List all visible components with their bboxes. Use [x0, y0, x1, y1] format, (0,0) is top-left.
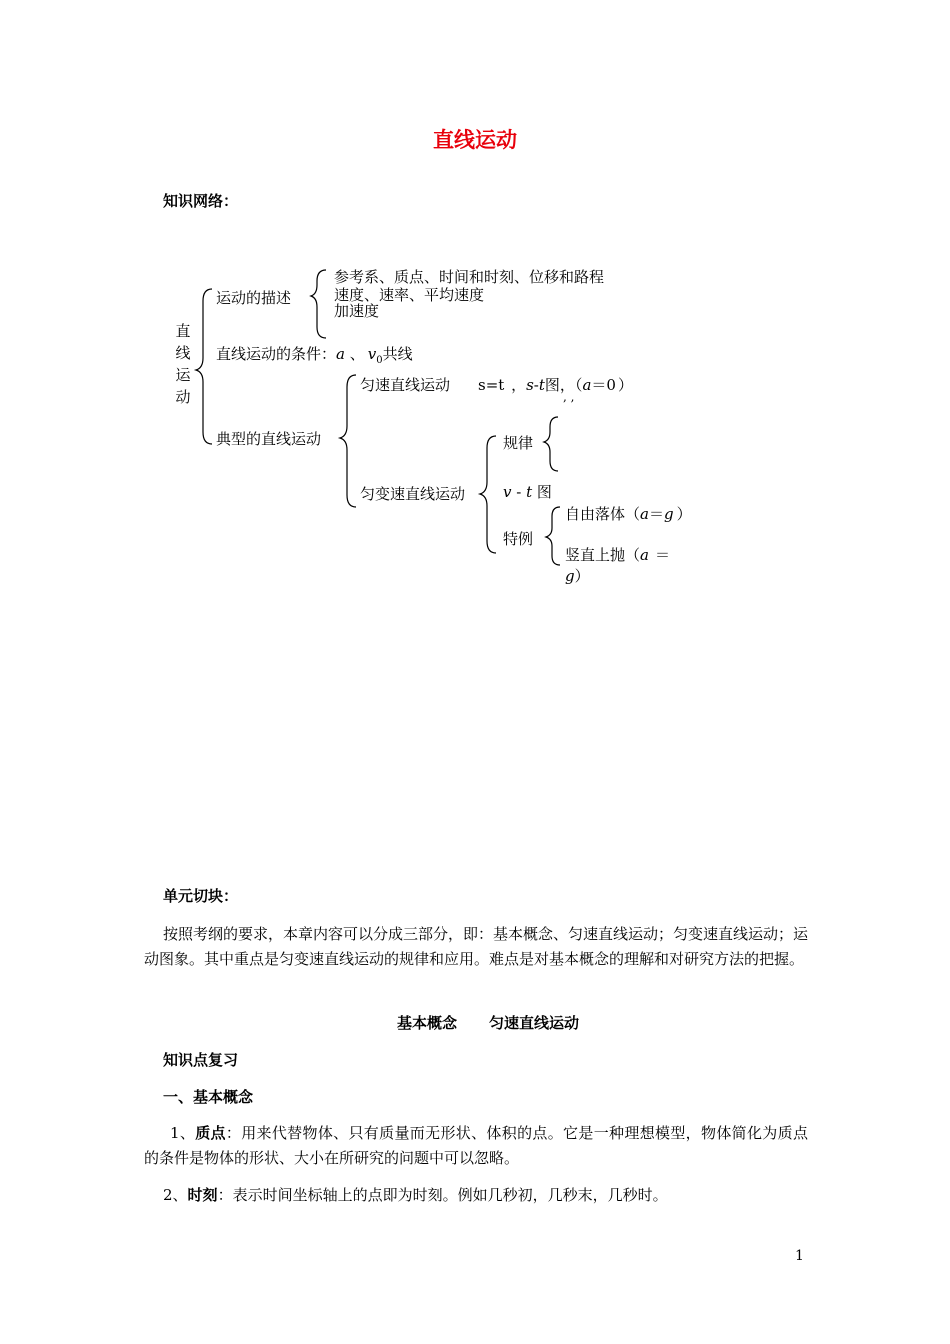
item-colon: ：: [225, 1124, 242, 1142]
upward-close: ）: [574, 567, 590, 585]
item-instant: [144, 1183, 808, 1208]
item-number: 1、: [170, 1124, 196, 1142]
unit-paragraph: 按照考纲的要求，本章内容可以分成三部分，即：基本概念、匀速直线运动；匀变速直线运动；运动图象。其中重点是匀变速直线运动的规律和应用。难点是对基本概念的理解和对研究方法的把握。: [144, 925, 809, 968]
review-heading: 知识点复习: [163, 1051, 239, 1069]
st-graph: 图，: [544, 376, 575, 394]
uniform-motion-label: 匀速直线运动: [360, 376, 451, 394]
special-brace: [546, 507, 560, 565]
free-fall-a: a: [640, 505, 649, 523]
special-cases-label: 特例: [503, 530, 534, 548]
cond-open: （: [574, 376, 583, 394]
st-s: s: [526, 376, 534, 394]
variable-brace: [480, 436, 496, 553]
condition-sep: 、: [344, 345, 365, 363]
free-fall-prefix: 自由落体（: [565, 505, 641, 523]
description-brace: [311, 270, 326, 338]
item-number: 2、: [163, 1186, 188, 1204]
unit-heading: 单元切块：: [163, 887, 239, 905]
law-brace: [544, 417, 558, 471]
page-title: 直线运动: [433, 128, 517, 152]
section-title-concepts: 基本概念: [397, 1014, 458, 1032]
upward-eq: ＝: [654, 546, 670, 564]
st-dash: -: [533, 376, 539, 394]
comma: ，: [511, 376, 527, 394]
root-char: 直: [175, 322, 191, 340]
condition-v-subscript: 0: [376, 355, 383, 366]
typical-motion-label: 典型的直线运动: [216, 430, 322, 448]
root-char: 线: [175, 344, 191, 362]
page-number: 1: [795, 1248, 804, 1264]
condition-suffix: 共线: [382, 345, 413, 363]
root-char: 运: [175, 366, 191, 384]
upward-prefix: 竖直上抛（: [565, 546, 641, 564]
root-brace: [196, 289, 212, 444]
root-label: [174, 320, 192, 408]
variable-motion-label: 匀变速直线运动: [360, 485, 466, 503]
description-item: 速度、速率、平均速度: [334, 286, 485, 304]
cond-eq: ＝0: [591, 376, 616, 394]
vt-t: t: [526, 483, 533, 501]
vt-dash: -: [511, 483, 527, 501]
vt-v: v: [503, 483, 512, 501]
condition-prefix: 直线运动的条件：: [216, 345, 337, 363]
section-title-uniform: 匀速直线运动: [489, 1014, 580, 1032]
knowledge-network-heading: 知识网络：: [163, 192, 239, 210]
s-equals-t: s=t: [478, 376, 505, 394]
motion-condition: [216, 343, 413, 366]
upward-a: a: [640, 546, 649, 564]
item-text: 表示时间坐标轴上的点即为时刻。例如几秒初，几秒末，几秒时。: [232, 1186, 668, 1204]
vt-graph: 图: [532, 483, 552, 501]
law-label: 规律: [503, 434, 534, 452]
description-item: 参考系、质点、时间和时刻、位移和路程: [334, 268, 605, 286]
upward-throw-label: [565, 544, 670, 565]
st-t: t: [538, 376, 545, 394]
free-fall-close: ）: [676, 505, 692, 523]
item-term: 时刻: [187, 1186, 218, 1204]
free-fall-label: [565, 503, 692, 524]
upward-throw-cont: [565, 565, 590, 586]
item-colon: ：: [217, 1186, 233, 1204]
description-item: 加速度: [334, 302, 380, 320]
item-term: 质点: [195, 1124, 226, 1142]
cond-a: a: [582, 376, 592, 394]
root-char: 动: [175, 388, 191, 406]
condition-v: v: [367, 345, 377, 363]
cond-close: ）: [617, 376, 633, 394]
typical-brace: [340, 375, 356, 507]
item-text: 用来代替物体、只有质量而无形状、体积的点。它是一种理想模型，物体简化为质点的条件是物体的形状、大小在所研究的问题中可以忽略。: [144, 1124, 808, 1167]
uniform-motion-formula: [478, 374, 633, 395]
free-fall-g: g: [663, 505, 674, 523]
motion-description-label: 运动的描述: [216, 289, 292, 307]
free-fall-eq: ＝: [648, 505, 664, 523]
upward-g: g: [565, 567, 575, 585]
small-commas: , ,: [563, 390, 575, 404]
concept-heading: 一、基本概念: [163, 1088, 254, 1106]
condition-a: a: [336, 345, 345, 363]
vt-graph-label: [503, 481, 552, 502]
item-particle: [144, 1121, 808, 1171]
